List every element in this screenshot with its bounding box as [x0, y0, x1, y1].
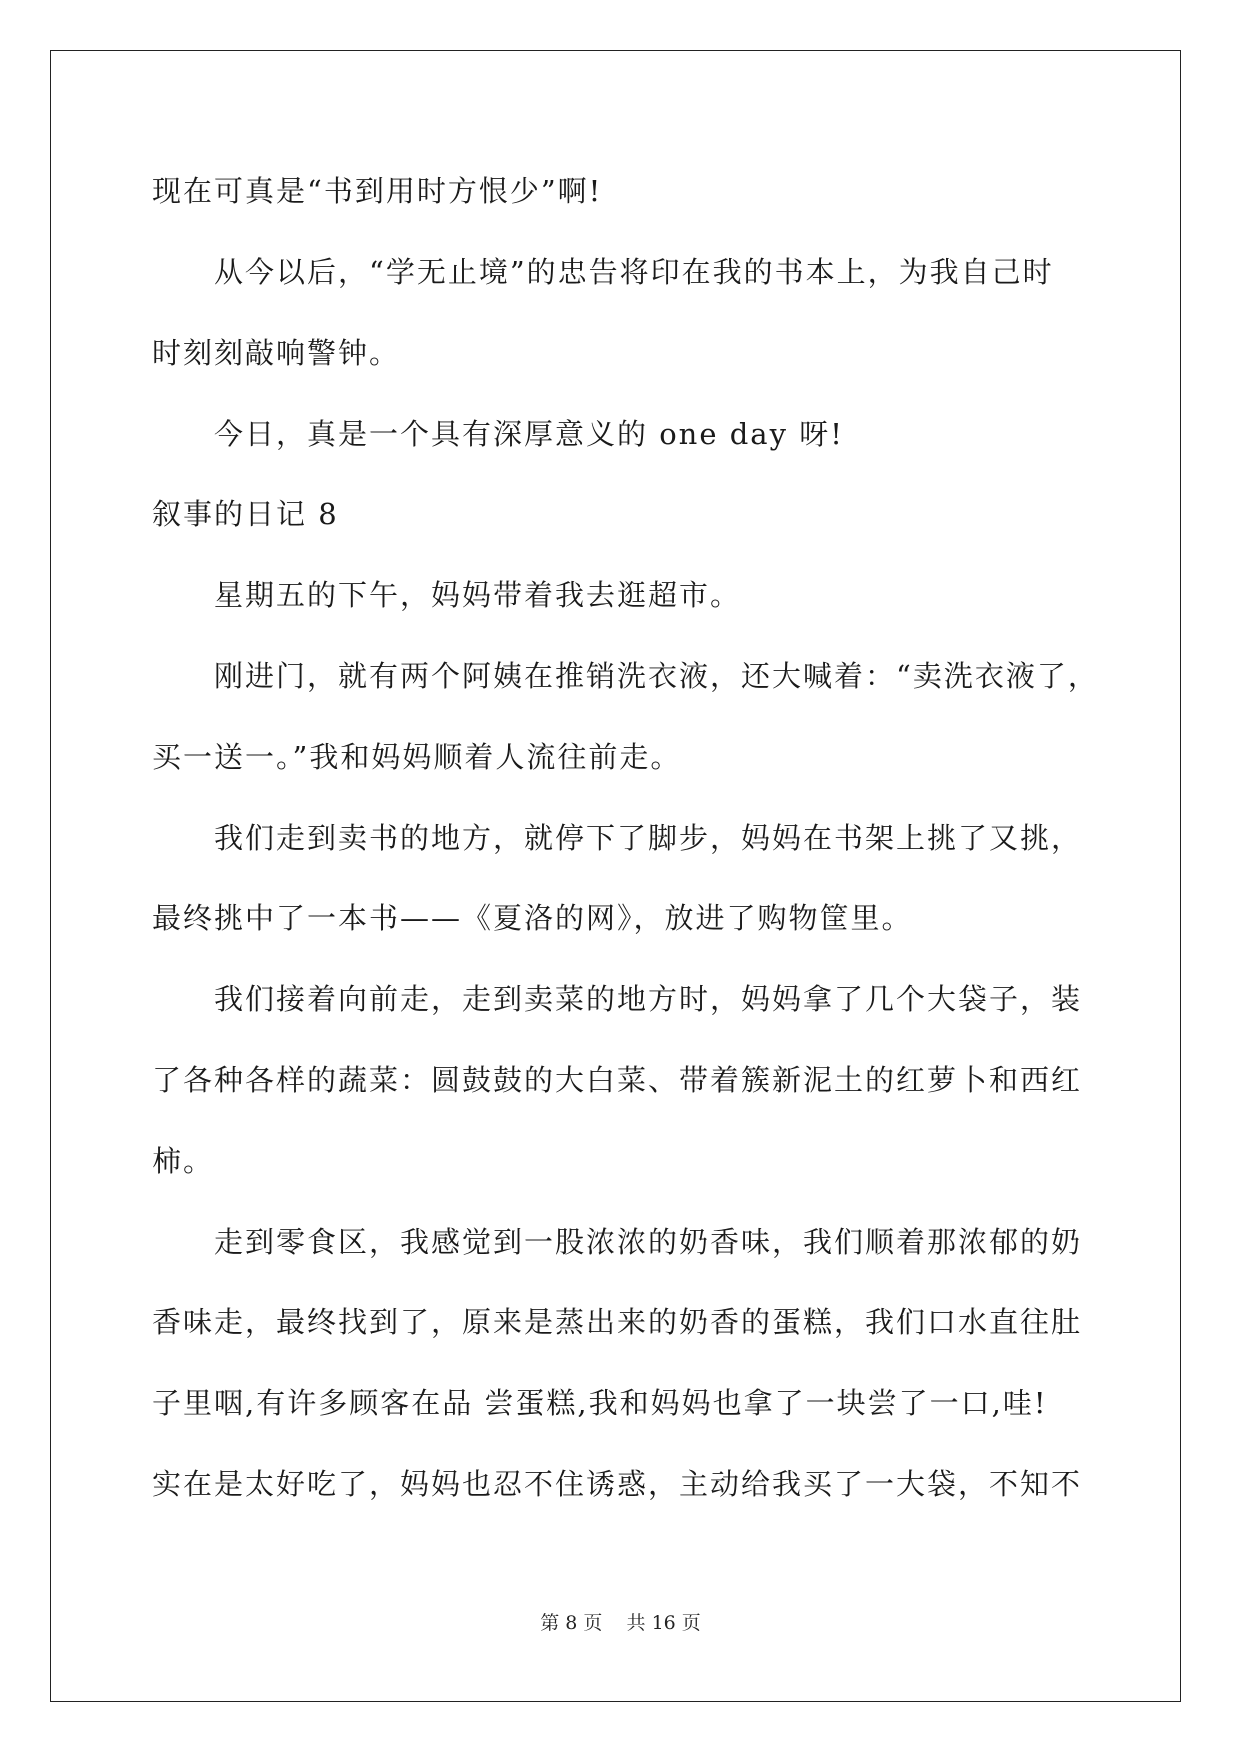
text-line: 现在可真是“书到用时方恨少”啊!: [152, 174, 603, 208]
text-line: 时刻刻敲响警钟。: [152, 336, 401, 370]
page-indicator: 第 8 页 共 16 页: [540, 1612, 701, 1634]
text-line: 最终挑中了一本书——《夏洛的网》，放进了购物筐里。: [152, 901, 913, 935]
paragraph-line: 星期五的下午，妈妈带着我去逛超市。: [214, 578, 742, 612]
paragraph-line: 我们走到卖书的地方，就停下了脚步，妈妈在书架上挑了又挑，: [214, 821, 1083, 855]
page-number-footer: [0, 1610, 1241, 1636]
page-border: [50, 50, 1181, 1702]
paragraph-line: 我们接着向前走，走到卖菜的地方时，妈妈拿了几个大袋子，装: [214, 982, 1083, 1016]
paragraph-line: 今日，真是一个具有深厚意义的 one day 呀!: [214, 417, 844, 451]
text-line: 实在是太好吃了，妈妈也忍不住诱惑，主动给我买了一大袋，不知不: [152, 1467, 1083, 1501]
text-line: 子里咽,有许多顾客在品 尝蛋糕,我和妈妈也拿了一块尝了一口,哇!: [152, 1386, 1048, 1420]
text-line: 了各种各样的蔬菜：圆鼓鼓的大白菜、带着簇新泥土的红萝卜和西红: [152, 1063, 1083, 1097]
text-line: 买一送一。”我和妈妈顺着人流往前走。: [152, 740, 682, 774]
paragraph-line: 走到零食区，我感觉到一股浓浓的奶香味，我们顺着那浓郁的奶: [214, 1225, 1083, 1259]
text-line: 柿。: [152, 1144, 215, 1178]
paragraph-line: 从今以后，“学无止境”的忠告将印在我的书本上，为我自己时: [214, 255, 1054, 289]
paragraph-line: 刚进门，就有两个阿姨在推销洗衣液，还大喊着：“卖洗衣液了，: [214, 659, 1099, 693]
section-heading: 叙事的日记 8: [152, 497, 339, 531]
text-line: 香味走，最终找到了，原来是蒸出来的奶香的蛋糕，我们口水直往肚: [152, 1305, 1083, 1339]
